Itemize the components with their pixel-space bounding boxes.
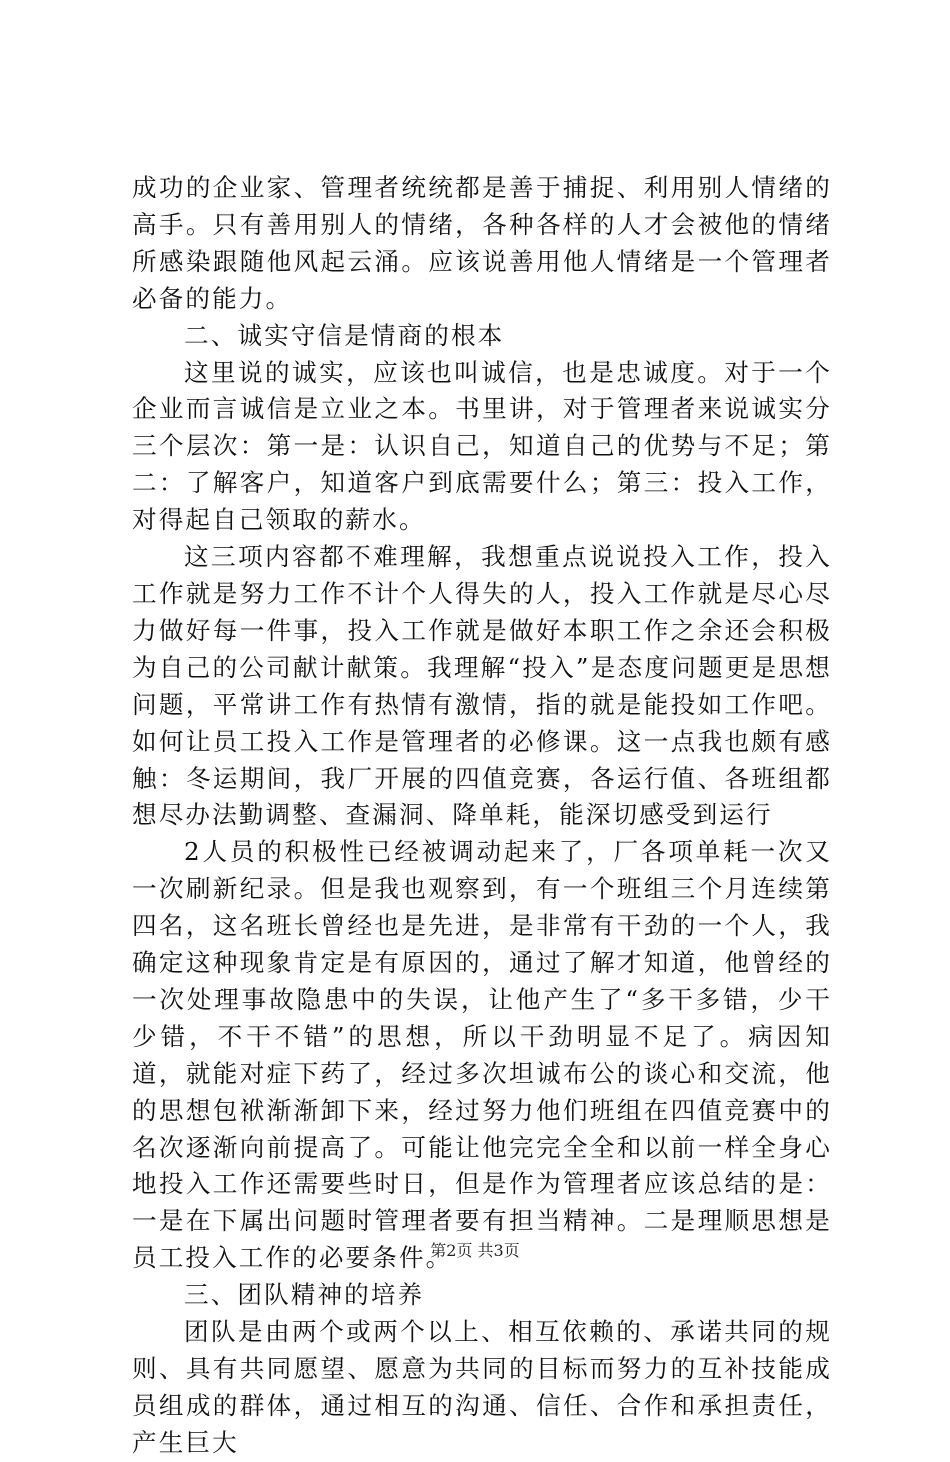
document-body (132, 170, 832, 1462)
paragraph-team-definition: 团队是由两个或两个以上、相互依赖的、承诺共同的规则、具有共同愿望、愿意为共同的目标而努力的互补技能成员组成的群体，通过相互的沟通、信任、合作和承担责任，产生巨大 (132, 1317, 832, 1457)
heading-team-spirit: 三、团队精神的培养 (184, 1280, 425, 1310)
heading-honesty: 二、诚实守信是情商的根本 (184, 320, 505, 350)
paragraph-work-commitment: 这三项内容都不难理解，我想重点说说投入工作，投入工作就是努力工作不计个人得失的人，投入工作就是尽心尽力做好每一件事，投入工作就是做好本职工作之余还会积极为自己的公司献计献策。我理解“投入”是态度问题更是思想问题，平常讲工作有热情有激情，指的就是能投如工作吧。如何让员工投入工作是管理者的必修课。这一点我也颇有感触：冬运期间，我厂开展的四值竞赛，各运行值、各班组都想尽办法勤调整、查漏洞、降单耗，能深切感受到运行 (132, 542, 832, 830)
paragraph-team-leader-case: 2人员的积极性已经被调动起来了，厂各项单耗一次又一次刷新纪录。但是我也观察到，有一个班组三个月连续第四名，这名班长曾经也是先进，是非常有干劲的一个人，我确定这种现象肯定是有原因的，通过了解才知道，他曾经的一次处理事故隐患中的失误，让他产生了“多干多错，少干少错，不干不错”的思想，所以干劲明显不足了。病因知道，就能对症下药了，经过多次坦诚布公的谈心和交流，他的思想包袱渐渐卸下来，经过努力他们班组在四值竞赛中的名次逐渐向前提高了。可能让他完完全全和以前一样全身心地投入工作还需要些时日，但是作为管理者应该总结的是：一是在下属出问题时管理者要有担当精神。二是理顺思想是员工投入工作的必要条件。 (132, 837, 832, 1273)
page-footer: 第2页 共3页 (430, 1241, 520, 1260)
paragraph-emotion-management: 成功的企业家、管理者统统都是善于捕捉、利用别人情绪的高手。只有善用别人的情绪，各种各样的人才会被他的情绪所感染跟随他风起云涌。应该说善用他人情绪是一个管理者必备的能力。 (132, 173, 832, 313)
paragraph-honesty: 这里说的诚实，应该也叫诚信，也是忠诚度。对于一个企业而言诚信是立业之本。书里讲，对于管理者来说诚实分三个层次：第一是：认识自己，知道自己的优势与不足；第二：了解客户，知道客户到底需要什么；第三：投入工作，对得起自己领取的薪水。 (132, 357, 832, 535)
